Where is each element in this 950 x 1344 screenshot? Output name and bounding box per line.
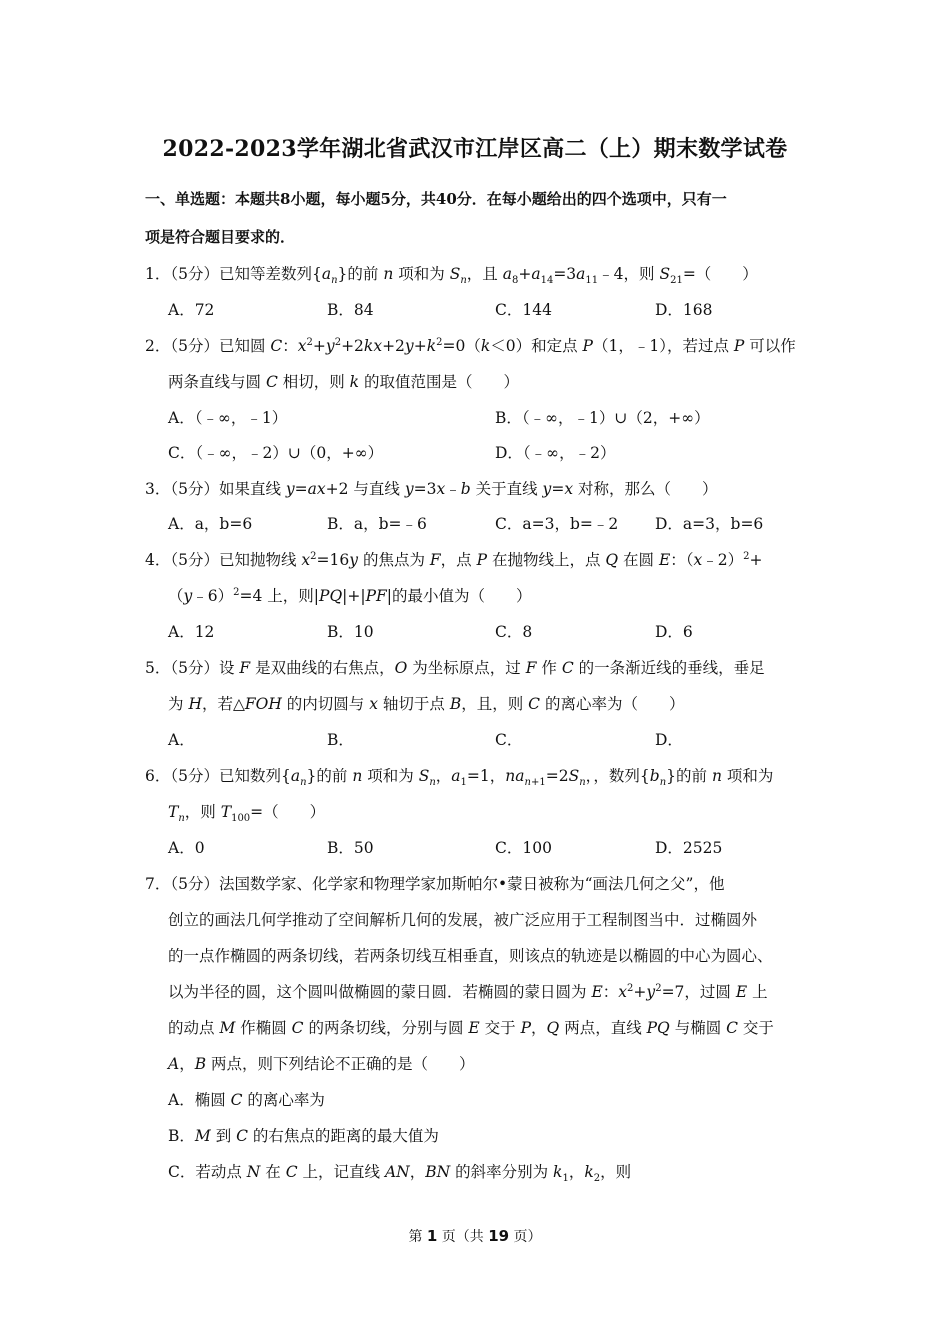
q4-option-c: C．8 xyxy=(495,623,533,641)
q2-option-d: D．（﹣∞，﹣2） xyxy=(495,444,616,462)
question-4: 4．（5分）已知抛物线 $x^2=16y$ 的焦点为 F，点 P 在抛物线上，点 Q 在圆 E：（x﹣2）$^2$+ xyxy=(145,550,763,569)
question-7-line6: A，B 两点，则下列结论不正确的是（ ） xyxy=(168,1055,475,1073)
question-6-cont: $T_n$，则 $T_{100}=$（ ） xyxy=(168,803,326,825)
question-3: 3．（5分）如果直线 y=ax+2 与直线 y=3x﹣b 关于直线 y=x 对称，那么（ ） xyxy=(145,480,718,498)
q4-option-d: D．6 xyxy=(655,623,693,641)
q5-option-c: C． xyxy=(495,731,523,749)
q5-option-b: B． xyxy=(327,731,354,749)
question-4-cont: （y﹣6）$^2$=4 上，则|PQ|+|PF|的最小值为（ ） xyxy=(168,586,532,605)
page-title: 2022-2023学年湖北省武汉市江岸区高二（上）期末数学试卷 xyxy=(162,136,788,162)
question-2: 2．（5分）已知圆 C：$x^2+y^2+2kx+2y+k^2=0(k<0)$和定点 P（1，﹣1），若过点 P 可以作 xyxy=(145,336,796,355)
q4-option-a: A．12 xyxy=(168,623,215,641)
q2-option-c: C．（﹣∞，﹣2）∪（0，+∞） xyxy=(168,444,384,462)
question-7: 7．（5分）法国数学家、化学家和物理学家加斯帕尔•蒙日被称为“画法几何之父”，他 xyxy=(145,875,725,893)
footer-prefix: 第 xyxy=(408,1229,427,1245)
footer-page-number: 1 xyxy=(426,1227,438,1245)
question-1: 1．（5分）已知等差数列$\{a_n\}$的前 n 项和为 $S_n$，且 $a_8+a_{14}=3a_{11}﹣4$，则 $S_{21}=$（ ） xyxy=(145,265,758,287)
q7-option-b: B．M 到 C 的右焦点的距离的最大值为 xyxy=(168,1127,439,1145)
page-footer xyxy=(0,1226,950,1246)
q3-option-c: C．a=3，b=﹣2 xyxy=(495,515,619,533)
question-7-line5: 的动点 M 作椭圆 C 的两条切线，分别与圆 E 交于 P，Q 两点，直线 PQ 与椭圆 C 交于 xyxy=(168,1019,774,1037)
question-2-cont: 两条直线与圆 C 相切，则 k 的取值范围是（ ） xyxy=(168,373,520,391)
question-6: 6．（5分）已知数列$\{a_n\}$的前 n 项和为 $S_n$，$a_1=1$，$na_{n+1}=2S_n$，，数列$\{b_n\}$的前 n 项和为 xyxy=(145,767,774,789)
q2-option-b: B．（﹣∞，﹣1）∪（2，+∞） xyxy=(495,409,710,427)
q1-option-a: A．72 xyxy=(168,301,215,319)
footer-suffix: 页） xyxy=(509,1229,542,1245)
q1-option-c: C．144 xyxy=(495,301,552,319)
q7-option-c: C．若动点 N 在 C 上，记直线 AN，BN 的斜率分别为 $k_1$，$k_2$，则 xyxy=(168,1163,632,1185)
q6-option-a: A．0 xyxy=(168,839,205,857)
q2-option-a: A．（﹣∞，﹣1） xyxy=(168,409,288,427)
q5-option-d: D． xyxy=(655,731,683,749)
question-7-line4: 以为半径的圆，这个圆叫做椭圆的蒙日圆．若椭圆的蒙日圆为 E：$x^2+y^2=7$，过圆 E 上 xyxy=(168,982,768,1001)
section-heading-cont: 项是符合题目要求的． xyxy=(145,228,296,246)
q1-option-b: B．84 xyxy=(327,301,374,319)
question-7-line3: 的一点作椭圆的两条切线，若两条切线互相垂直，则该点的轨迹是以椭圆的中心为圆心、 xyxy=(168,947,773,965)
q3-option-d: D．a=3，b=6 xyxy=(655,515,764,533)
question-5: 5．（5分）设 F 是双曲线的右焦点，O 为坐标原点，过 F 作 C 的一条渐近线的垂线，垂足 xyxy=(145,659,765,677)
q5-option-a: A． xyxy=(168,731,195,749)
q6-option-b: B．50 xyxy=(327,839,374,857)
footer-total-pages: 19 xyxy=(488,1227,510,1245)
footer-middle: 页（共 xyxy=(437,1229,489,1245)
q3-option-b: B．a，b=﹣6 xyxy=(327,515,427,533)
q6-option-c: C．100 xyxy=(495,839,552,857)
question-5-cont: 为 H，若△FOH 的内切圆与 x 轴切于点 B，且，则 C 的离心率为（ ） xyxy=(168,695,685,713)
q3-option-a: A．a，b=6 xyxy=(168,515,253,533)
q1-option-d: D．168 xyxy=(655,301,713,319)
q4-option-b: B．10 xyxy=(327,623,374,641)
section-heading: 一、单选题：本题共8小题，每小题5分，共40分．在每小题给出的四个选项中，只有一 xyxy=(145,190,727,208)
q7-option-a: A．椭圆 C 的离心率为 xyxy=(168,1091,325,1109)
q6-option-d: D．2525 xyxy=(655,839,723,857)
question-7-line2: 创立的画法几何学推动了空间解析几何的发展，被广泛应用于工程制图当中．过椭圆外 xyxy=(168,911,758,929)
question-7-line4-text: 以为半径的圆，这个圆叫做椭圆的蒙日圆．若椭圆的蒙日圆为 xyxy=(168,983,587,1001)
